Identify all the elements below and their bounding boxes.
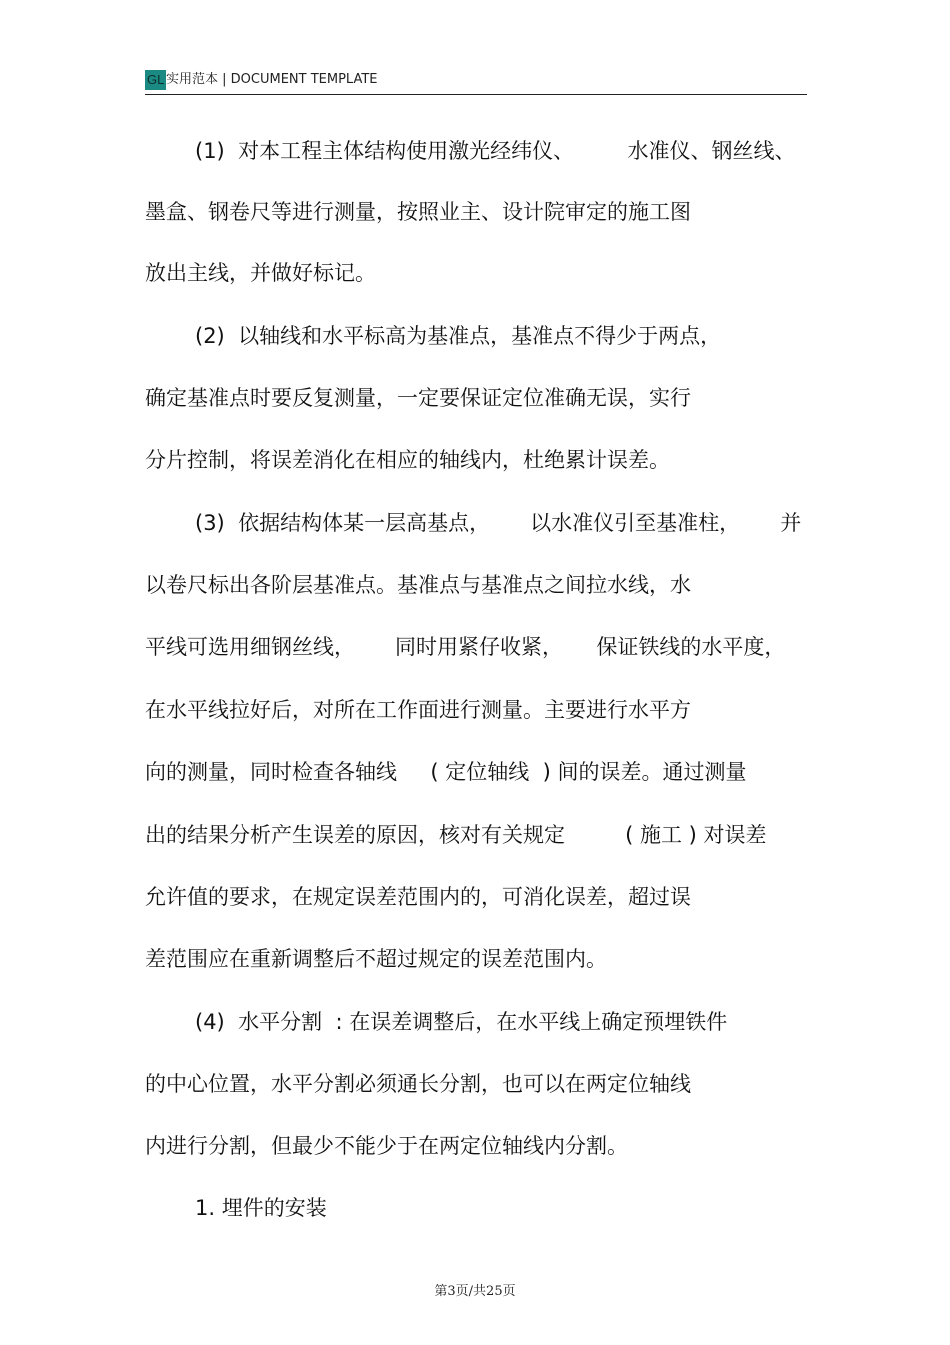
body-line-7: (3) 依据结构体某一层高基点， 以水准仪引至基准柱， 并 xyxy=(195,511,802,535)
body-line-13: 允许值的要求，在规定误差范围内的，可消化误差，超过误 xyxy=(145,885,691,909)
body-line-10: 在水平线拉好后，对所在工作面进行测量。主要进行水平方 xyxy=(145,698,691,722)
section-heading: 1. 埋件的安装 xyxy=(195,1196,327,1220)
body-line-5: 确定基准点时要反复测量，一定要保证定位准确无误，实行 xyxy=(145,386,691,410)
body-line-11: 向的测量，同时检查各轴线 ( 定位轴线 ) 间的误差。通过测量 xyxy=(145,760,747,784)
body-line-3: 放出主线，并做好标记。 xyxy=(145,261,376,285)
header-title: 实用范本 | DOCUMENT TEMPLATE xyxy=(166,72,378,87)
body-line-6: 分片控制，将误差消化在相应的轴线内，杜绝累计误差。 xyxy=(145,448,670,472)
body-line-4: (2) 以轴线和水平标高为基准点，基准点不得少于两点， xyxy=(195,324,722,348)
body-line-8: 以卷尺标出各阶层基准点。基准点与基准点之间拉水线，水 xyxy=(145,573,691,597)
page-header xyxy=(145,70,807,95)
body-line-1: (1) 对本工程主体结构使用激光经纬仪、 水准仪、钢丝线、 xyxy=(195,139,796,163)
body-line-17: 内进行分割，但最少不能少于在两定位轴线内分割。 xyxy=(145,1134,628,1158)
body-line-12: 出的结果分析产生误差的原因，核对有关规定 ( 施工 ) 对误差 xyxy=(145,823,767,847)
body-line-15: (4) 水平分割 : 在误差调整后，在水平线上确定预埋铁件 xyxy=(195,1010,728,1034)
page-number: 第3页/共25页 xyxy=(434,1284,516,1299)
body-line-16: 的中心位置，水平分割必须通长分割，也可以在两定位轴线 xyxy=(145,1072,691,1096)
logo-badge: GL xyxy=(145,70,166,90)
body-line-14: 差范围应在重新调整后不超过规定的误差范围内。 xyxy=(145,947,607,971)
body-line-9: 平线可选用细钢丝线， 同时用紧仔收紧， 保证铁线的水平度， xyxy=(145,635,786,659)
body-line-2: 墨盒、钢卷尺等进行测量，按照业主、设计院审定的施工图 xyxy=(145,200,691,224)
